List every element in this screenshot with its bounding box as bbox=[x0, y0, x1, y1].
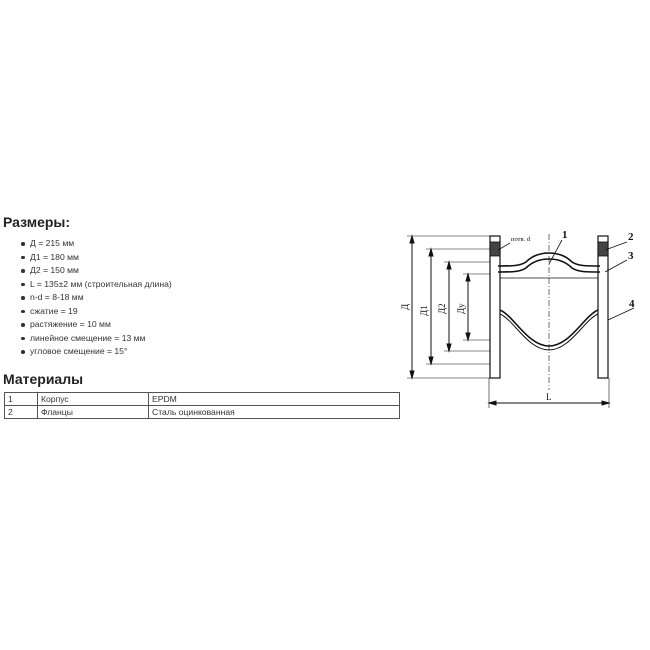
spec-item-compression: сжатие = 19 bbox=[3, 305, 401, 319]
dim-label-l: L bbox=[546, 392, 552, 402]
callout-3: 3 bbox=[628, 250, 634, 262]
bolt-hole-right bbox=[598, 242, 608, 256]
spec-item-d: Д = 215 мм bbox=[3, 237, 401, 251]
sizes-heading: Размеры: bbox=[3, 214, 71, 230]
table-row bbox=[5, 392, 400, 405]
sizes-list bbox=[3, 237, 401, 359]
table-cell: Сталь оцинкованная bbox=[149, 405, 400, 418]
dim-label-d1: Д1 bbox=[419, 305, 429, 316]
arrow-icon bbox=[466, 274, 470, 281]
callout-2: 2 bbox=[628, 231, 634, 243]
spec-item-extension: растяжение = 10 мм bbox=[3, 318, 401, 332]
arrow-icon bbox=[489, 401, 496, 405]
materials-table bbox=[4, 392, 400, 419]
spec-item-d1: Д1 = 180 мм bbox=[3, 251, 401, 265]
dim-label-d: Д bbox=[400, 303, 410, 310]
table-cell: Корпус bbox=[38, 392, 149, 405]
table-row bbox=[5, 405, 400, 418]
dim-label-d2: Д2 bbox=[437, 303, 447, 314]
arrow-icon bbox=[447, 344, 451, 351]
compensator-drawing bbox=[402, 220, 650, 416]
hole-label: потв. d bbox=[511, 236, 531, 243]
flange-left bbox=[490, 236, 500, 378]
arrow-icon bbox=[429, 357, 433, 364]
callout-4: 4 bbox=[629, 298, 635, 310]
spec-item-d2: Д2 = 150 мм bbox=[3, 264, 401, 278]
table-cell: 1 bbox=[5, 392, 38, 405]
callout-1: 1 bbox=[562, 229, 568, 241]
spec-item-linear-offset: линейное смещение = 13 мм bbox=[3, 332, 401, 346]
arrow-icon bbox=[410, 236, 414, 243]
bolt-hole-left bbox=[490, 242, 500, 256]
arrow-icon bbox=[447, 262, 451, 269]
table-cell: 2 bbox=[5, 405, 38, 418]
arrow-icon bbox=[429, 249, 433, 256]
arrow-icon bbox=[466, 333, 470, 340]
arrow-icon bbox=[602, 401, 609, 405]
arrow-icon bbox=[410, 371, 414, 378]
spec-item-holes: n-d = 8-18 мм bbox=[3, 291, 401, 305]
spec-item-length: L = 135±2 мм (строительная длина) bbox=[3, 278, 401, 292]
flange-right bbox=[598, 236, 608, 378]
spec-item-angular-offset: угловое смещение = 15° bbox=[3, 345, 401, 359]
content-column bbox=[3, 214, 401, 419]
dim-label-du: Ду bbox=[456, 303, 466, 314]
table-cell: Фланцы bbox=[38, 405, 149, 418]
materials-heading: Материалы bbox=[3, 370, 84, 387]
technical-drawing-svg bbox=[402, 220, 650, 416]
table-cell: EPDM bbox=[149, 392, 400, 405]
